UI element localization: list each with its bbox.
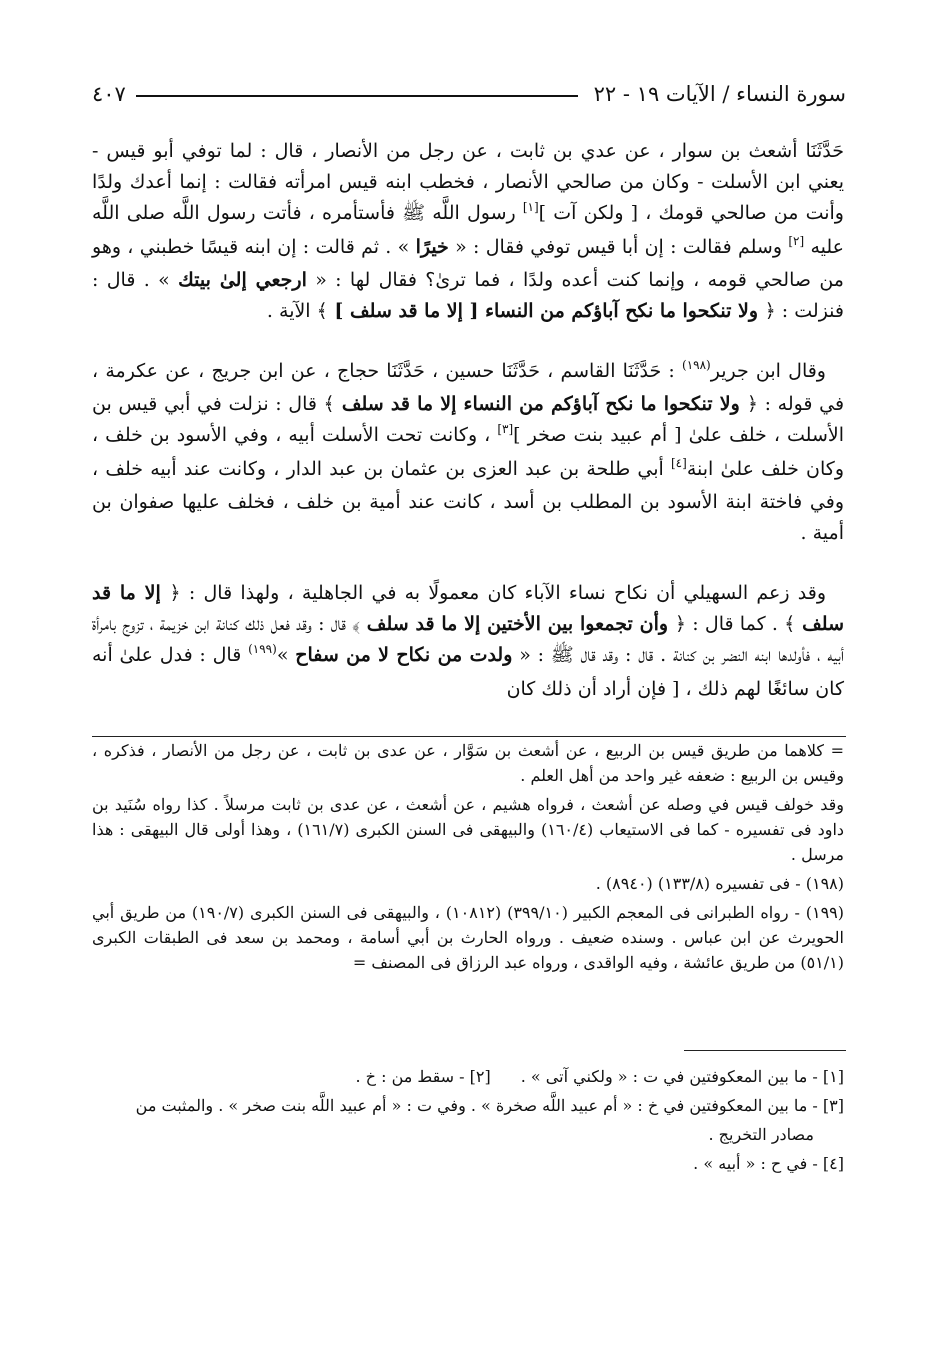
- footnote-198: (١٩٨) - فى تفسيره (١٣٣/٨) (٨٩٤٠) .: [595, 874, 844, 893]
- quran-bracket-close: ﴾: [323, 393, 335, 416]
- surah-header-title: سورة النساء / الآيات ١٩ - ٢٢: [593, 82, 846, 106]
- editor-note-4: [٤] - في ح : « أبيه » .: [693, 1154, 844, 1173]
- quran-bracket-open: ﴿: [169, 582, 181, 604]
- paragraph-suhayli: [92, 578, 844, 705]
- footnote-ref-198: (١٩٨): [682, 358, 711, 372]
- prophetic-quote: خيرًا: [415, 235, 449, 258]
- editor-note-2: [٢] - سقط من : خ .: [355, 1067, 491, 1086]
- editor-note-3-continuation: مصادر التخريج .: [708, 1125, 814, 1144]
- text-run: وسلم فقالت : إن أبا قيس توفي فقال : «: [448, 235, 789, 258]
- editor-note-ref-4: [٤]: [670, 455, 687, 470]
- text-run: قال : نزلت في أبي قيس بن الأسلت ، خلف علىٰ [ أم عبيد بنت صخر ]: [92, 393, 844, 447]
- editor-note-3: [٣] - ما بين المعكوفتين في خ : « أم عبيد اللَّه صخرة » . وفي ت : « أم عبيد اللَّه بنت صخر » . والمثبت من: [135, 1096, 844, 1115]
- text-run: حَدَّثَنَا أشعث بن سوار ، عن عدي بن ثابت ، عن رجل من الأنصار ، قال : لما توفي أبو قيس - يعني ابن الأسلت - وكان من صالحي الأنصار ، فخطب ابنه قيس امرأته فقالت : إنما أعدك ولدًا وأنت من صالحي قومك ، [ ولكن آت ]: [92, 140, 844, 225]
- editor-note-ref-1: [١]: [522, 200, 539, 215]
- prophetic-quote: ارجعي إلىٰ بيتك: [178, 268, 307, 291]
- text-run: قال : فدل علىٰ أنه كان سائغًا لهم ذلك ، [ فإن أراد أن ذلك كان: [92, 644, 844, 700]
- text-run: الآية .: [266, 300, 317, 323]
- text-run: » . قال : فنزلت :: [92, 268, 844, 323]
- text-run: »: [276, 644, 296, 667]
- editor-note-ref-3: [٣]: [497, 422, 514, 437]
- text-run: أبي طلحة بن عبد العزى بن عثمان بن عبد الدار ، وكانت عند أبيه خلف ، وفي فاختة ابنة الأسود بن المطلب بن أسد ، كانت عند أمية بن خلف ، فخلف عليها صفوان بن أمية .: [92, 457, 844, 545]
- page-number: ٤٠٧: [92, 82, 126, 106]
- text-run: وقال ابن جرير: [710, 360, 826, 382]
- editor-notes-separator: [684, 1050, 846, 1051]
- quran-verse: ولا تنكحوا ما نكح آباؤكم من النساء إلا ما قد سلف: [334, 393, 747, 416]
- quran-bracket-open: ﴿: [746, 393, 759, 416]
- footnote-continuation: = كلاهما من طريق قيس بن الربيع ، عن أشعث بن سَوَّار ، عن عدى بن ثابت ، عن رجل من الأنصار ، فذكره ، وقيس بن الربيع : ضعفه غير واحد من أهل العلم .: [92, 741, 844, 785]
- footnote-separator: [92, 736, 846, 737]
- editor-note-ref-2: [٢]: [788, 233, 805, 248]
- paragraph-ibn-jarir: [92, 356, 844, 549]
- takhrij-footnotes: [92, 738, 844, 979]
- text-run: . كما قال :: [686, 613, 785, 636]
- footnote-199: (١٩٩) - رواه الطبرانى فى المعجم الكبير (٣٩٩/١٠) (١٠٨١٢) ، والبيهقى فى السنن الكبرى (١٩٠/٧) من طريق أبي الحويرث عن ابن عباس . وسنده ضعيف . ورواه الحارث بن أبي أسامة ، ومحمد بن سعد فى الطبقات الكبرى (٥١/١) من طريق عائشة ، وفيه الواقدى ، ورواه عبد الرزاق فى المصنف =: [92, 903, 845, 972]
- text-run: » . ثم قالت : إن ابنه قيسًا خطبني ، وهو من صالحي قومه ، وإنما كنت أعده ولدًا ، فما ترىٰ؟ فقال لها : «: [92, 235, 844, 291]
- text-run: وقد زعم السهيلي أن نكاح نساء الآباء كان معمولًا به في الجاهلية ، ولهذا قال :: [180, 582, 826, 604]
- quran-verse: وأن تجمعوا بين الأختين إلا ما قد سلف: [359, 613, 675, 636]
- text-run: رسول اللَّه ﷺ فأستأمره ، فأتت رسول اللَّه صلى اللَّه عليه: [92, 202, 844, 258]
- quran-bracket-open: ﴿: [674, 613, 686, 636]
- editor-notes: [92, 1062, 844, 1178]
- text-run: قال : وقد فعل ذلك كنانة ابن خزيمة ، تزوج بامرأة أبيه ، فأولدها ابنه النضر بن كنانة . قال : وقد قال ﷺ : «: [92, 613, 845, 667]
- quran-verse: ولا تنكحوا ما نكح آباؤكم من النساء [ إلا ما قد سلف ]: [327, 300, 765, 323]
- quran-bracket-close: ﴾: [784, 613, 796, 636]
- text-run: : حَدَّثَنَا القاسم ، حَدَّثَنَا حسين ، حَدَّثَنَا حجاج ، عن ابن جريج ، عن عكرمة ، في قوله :: [92, 360, 845, 416]
- header-rule: [136, 95, 578, 97]
- quran-bracket-close: ﴾: [352, 613, 360, 636]
- editor-note-1: [١] - ما بين المعكوفتين في ت : « ولكني آتى » .: [520, 1067, 844, 1086]
- running-header: [92, 74, 846, 114]
- paragraph-hadith-abu-qays: [92, 136, 844, 327]
- quran-verse: إلا ما قد سلف: [92, 582, 844, 636]
- quran-bracket-close: ﴾: [316, 300, 328, 323]
- footnote-ref-199: (١٩٩): [248, 642, 277, 657]
- prophetic-quote: ولدت من نكاح لا من سفاح: [295, 644, 513, 667]
- quran-bracket-open: ﴿: [764, 300, 776, 323]
- footnote-continuation: وقد خولف قيس في وصله عن أشعث ، فرواه هشيم ، عن أشعث ، عن عدى بن ثابت مرسلاً . كذا رواه سُنَيد بن داود فى تفسيره - كما فى الاستيعاب (١٦٠/٤) والبيهقى فى السنن الكبرى (١٦١/٧) ، وهذا أولى قال البيهقى : هذا مرسل .: [92, 795, 845, 864]
- editor-notes-row: [92, 1062, 844, 1091]
- text-run: ، وكانت تحت الأسلت أبيه ، وفي الأسود بن خلف ، وكان خلف علىٰ ابنة: [92, 424, 844, 480]
